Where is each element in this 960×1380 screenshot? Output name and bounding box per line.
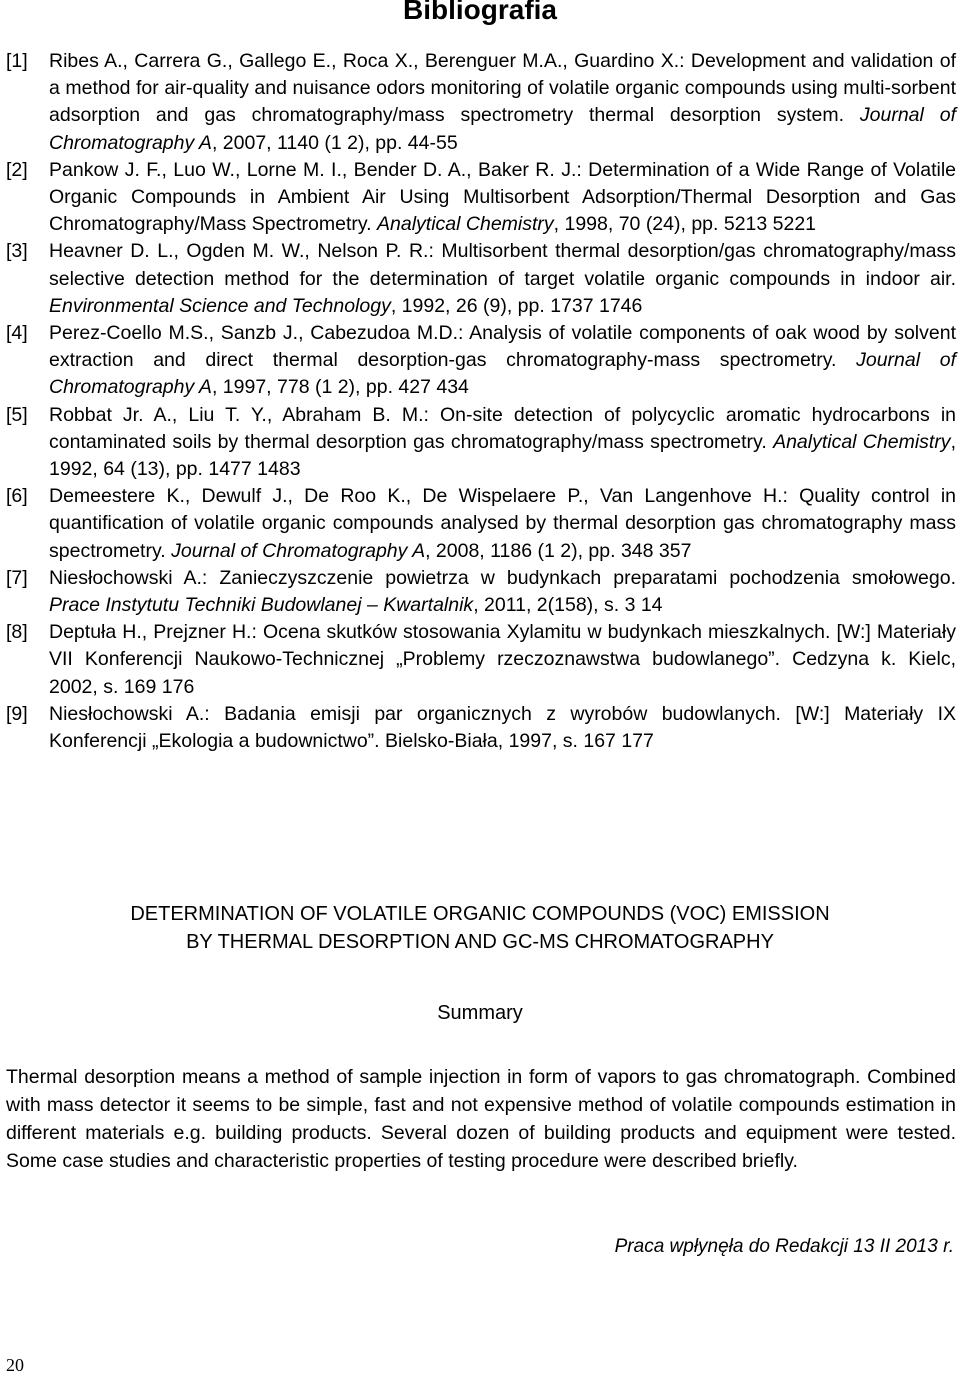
- reference-authors: Robbat Jr. A., Liu T. Y., Abraham B. M.: On-site detection of polycyclic aromatic hydrocarbons in contaminated soils by thermal desorption gas chromatography/mass spectrometry.: [49, 403, 956, 453]
- reference-number: [9]: [6, 702, 28, 725]
- page-number: 20: [6, 1355, 24, 1375]
- reference-journal: Journal of Chromatography A: [171, 539, 426, 562]
- reference-item: [6, 619, 956, 701]
- reference-details: , 1998, 70 (24), pp. 5213 5221: [553, 213, 817, 236]
- reference-item: [6, 48, 956, 157]
- reference-number: [2]: [6, 158, 28, 181]
- english-title-line: DETERMINATION OF VOLATILE ORGANIC COMPOUNDS (VOC) EMISSION: [130, 903, 830, 925]
- reference-journal: Journal of Chromatography A: [49, 104, 956, 154]
- bibliography-list: [6, 48, 956, 755]
- summary-heading: Summary: [437, 1002, 523, 1024]
- page-title: Bibliografia: [402, 0, 557, 25]
- reference-number: [3]: [6, 240, 28, 263]
- reference-number: [7]: [6, 566, 28, 589]
- reference-authors: Heavner D. L., Ogden M. W., Nelson P. R.: Multisorbent thermal desorption/gas chromatography/mass selective detection method for the determination of target volatile organic compounds in indoor air.: [49, 240, 956, 290]
- reference-authors: Niesłochowski A.: Zanieczyszczenie powietrza w budynkach preparatami pochodzenia smołowego.: [49, 566, 956, 589]
- reference-item: [6, 157, 956, 239]
- english-title: [0, 900, 960, 956]
- reference-number: [1]: [6, 50, 28, 72]
- summary-text: Thermal desorption means a method of sample injection in form of vapors to gas chromatograph. Combined with mass detector it seems to be simple, fast and not expensive method of volatile compounds estimation in different materials e.g. building products. Several dozen of building products and equipment were tested. Some case studies and characteristic properties of testing procedure were described briefly.: [6, 1066, 956, 1172]
- reference-journal: Environmental Science and Technology: [49, 294, 391, 317]
- reference-authors: Pankow J. F., Luo W., Lorne M. I., Bender D. A., Baker R. J.: Determination of a Wide Range of Volatile Organic Compounds in Ambient Air Using Multisorbent Adsorption/Thermal Desorption and Gas Chromatography/Mass Spectrometry.: [49, 158, 956, 236]
- reference-authors: Ribes A., Carrera G., Gallego E., Roca X., Berenguer M.A., Guardino X.: Development and validation of a method for air-quality and nuisance odors monitoring of volatile organic compounds using multi-sorbent adsorption and gas chromatography/mass spectrometry thermal desorption system.: [49, 50, 956, 127]
- reference-number: [8]: [6, 621, 28, 644]
- reference-authors: Perez-Coello M.S., Sanzb J., Cabezudoa M.D.: Analysis of volatile components of oak wood by solvent extraction and direct thermal desorption-gas chromatography-mass spectrometry.: [49, 322, 956, 372]
- reference-item: [6, 565, 956, 619]
- reference-details: , 2011, 2(158), s. 3 14: [473, 594, 663, 617]
- reference-number: [4]: [6, 322, 28, 345]
- reference-details: , 2007, 1140 (1 2), pp. 44-55: [211, 131, 458, 154]
- reference-journal: Analytical Chemistry: [773, 430, 951, 453]
- reference-item: [6, 701, 956, 755]
- reference-details: , 2008, 1186 (1 2), pp. 348 357: [425, 539, 692, 562]
- reference-authors: Niesłochowski A.: Badania emisji par organicznych z wyrobów budowlanych. [W:] Materiały IX Konferencji „Ekologia a budownictwo”. Bielsko-Biała, 1997, s. 167 177: [49, 702, 956, 753]
- reference-journal: Analytical Chemistry: [377, 213, 554, 236]
- reference-details: , 1997, 778 (1 2), pp. 427 434: [211, 376, 469, 399]
- reference-details: , 1992, 64 (13), pp. 1477 1483: [49, 430, 956, 481]
- reference-authors: Demeestere K., Dewulf J., De Roo K., De Wispelaere P., Van Langenhove H.: Quality control in quantification of volatile organic compounds analysed by thermal desorption gas chromatography mass spectrometry.: [49, 485, 956, 562]
- reference-item: [6, 238, 956, 320]
- english-title-line: BY THERMAL DESORPTION AND GC-MS CHROMATOGRAPHY: [186, 931, 774, 953]
- reference-journal: Prace Instytutu Techniki Budowlanej – Kwartalnik: [49, 594, 474, 617]
- reference-item: [6, 402, 956, 484]
- reference-number: [6]: [6, 485, 28, 508]
- reference-journal: Journal of Chromatography A: [49, 349, 956, 399]
- reference-details: , 1992, 26 (9), pp. 1737 1746: [390, 294, 643, 317]
- reference-item: [6, 320, 956, 402]
- received-note: Praca wpłynęła do Redakcji 13 II 2013 r.: [614, 1236, 954, 1257]
- reference-authors: Deptuła H., Prejzner H.: Ocena skutków stosowania Xylamitu w budynkach mieszkalnych. [W:] Materiały VII Konferencji Naukowo-Technicznej „Problemy rzeczoznawstwa budowlanego”. Cedzyna k. Kielc, 2002, s. 169 176: [49, 621, 956, 698]
- reference-item: [6, 483, 956, 565]
- reference-number: [5]: [6, 403, 28, 426]
